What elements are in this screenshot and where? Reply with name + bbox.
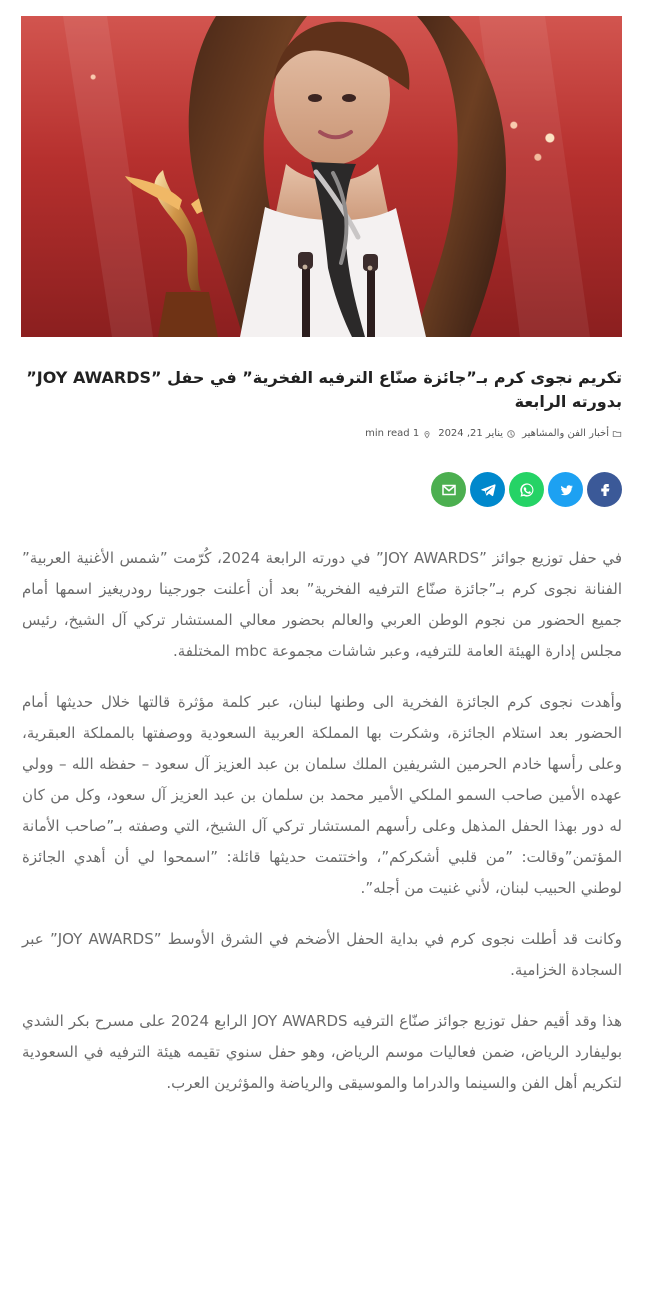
article-meta [365, 428, 622, 439]
article-body [22, 543, 622, 1119]
twitter-share-button[interactable] [548, 472, 583, 507]
meta-category-label: أخبار الفن والمشاهير [522, 428, 609, 439]
twitter-icon [557, 481, 575, 499]
facebook-share-button[interactable] [587, 472, 622, 507]
meta-date [438, 428, 516, 439]
hero-illustration [21, 16, 622, 337]
article-paragraph: وكانت قد أطلت نجوى كرم في بداية الحفل الأضخم في الشرق الأوسط ”JOY AWARDS” عبر السجادة الخزامية. [22, 930, 622, 979]
whatsapp-icon [518, 481, 536, 499]
whatsapp-share-button[interactable] [509, 472, 544, 507]
email-share-button[interactable] [431, 472, 466, 507]
article-paragraph: في حفل توزيع جوائز ”JOY AWARDS” في دورته الرابعة 2024، كُرّمت ”شمس الأغنية العربية” الفنانة نجوى كرم بـ”جائزة صنّاع الترفيه الفخرية” بعد أن أعلنت جورجينا رودريغيز اسمها أمام جميع الحضور من نجوم الوطن العربي والعالم بحضور معالي المستشار تركي آل الشيخ، رئيس مجلس إدارة الهيئة العامة للترفيه، وعبر شاشات مجموعة mbc المختلفة. [22, 549, 622, 660]
facebook-icon [596, 481, 614, 499]
folder-icon [612, 429, 622, 439]
telegram-share-button[interactable] [470, 472, 505, 507]
clock-icon [506, 429, 516, 439]
meta-category[interactable] [522, 428, 622, 439]
meta-date-label: يناير 21, 2024 [438, 428, 504, 439]
meta-read-time-label: 1 min read [365, 428, 420, 439]
telegram-icon [479, 481, 497, 499]
article-paragraph: وأهدت نجوى كرم الجائزة الفخرية الى وطنها لبنان، عبر كلمة مؤثرة قالتها خلال حديثها أمام الحضور بعد استلام الجائزة، وشكرت بها المملكة العربية السعودية ووصفتها بالمملكة العبقرية، وعلى رأسها خادم الحرمين الشريفين الملك سلمان بن عبد العزيز آل سعود – حفظه الله – وولي عهده الأمين صاحب السمو الملكي الأمير محمد بن سلمان بن عبد العزيز آل سعود، وكل من كان له دور بهذا الحفل المذهل وعلى رأسهم المستشار تركي آل الشيخ، التي وصفته بـ”صاحب الأمانة المؤتمن”وقالت: ”من قلبي أشكركم”، واختتمت حديثها قائلة: ”اسمحوا لي أن أهدي الجائزة لوطني الحبيب لبنان، لأني غنيت من أجله”. [22, 693, 622, 897]
article-title: تكريم نجوى كرم بـ”جائزة صنّاع الترفيه الفخرية” في حفل ”JOY AWARDS” بدورته الرابعة [26, 368, 622, 411]
article-paragraph: هذا وقد أقيم حفل توزيع جوائز صنّاع الترفيه JOY AWARDS الرابع 2024 على مسرح بكر الشدي بوليفارد الرياض، ضمن فعاليات موسم الرياض، وهو حفل سنوي تقيمه هيئة الترفيه في السعودية لتكريم أهل الفن والسينما والدراما والموسيقى والرياضة والمؤثرين العرب. [22, 1012, 622, 1092]
email-icon [440, 481, 458, 499]
location-icon [422, 429, 432, 439]
hero-image [21, 16, 622, 337]
meta-read-time [365, 428, 432, 439]
share-buttons [431, 472, 622, 507]
